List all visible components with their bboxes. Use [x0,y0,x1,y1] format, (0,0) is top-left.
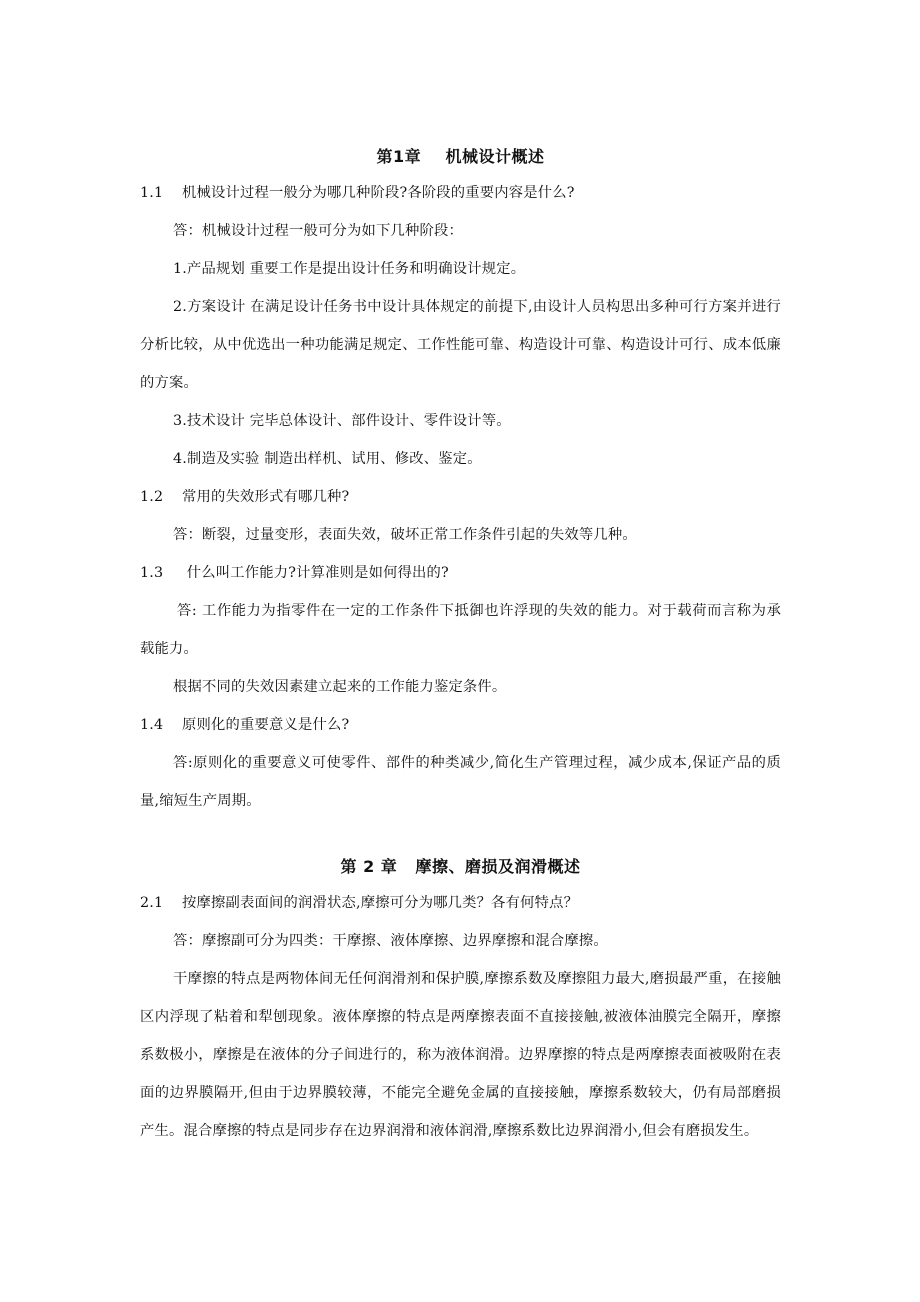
answer-1-3-para-2: 根据不同的失效因素建立起来的工作能力鉴定条件。 [173,679,507,695]
question-text: 常用的失效形式有哪几种? [182,489,350,505]
question-1-2 [140,478,781,516]
question-number: 1.4 [140,717,164,733]
question-number: 1.2 [140,489,164,505]
answer-1-1-item-3: 3.技术设计 完毕总体设计、部件设计、零件设计等。 [173,413,511,429]
chapter-1-title: 第1章 机械设计概述 [376,147,545,166]
answer-1-1-item-2: 2.方案设计 在满足设计任务书中设计具体规定的前提下,由设计人员构思出多种可行方案并进行分析比较，从中优选出一种功能满足规定、工作性能可靠、构造设计可靠、构造设计可行、成本低廉的方案。 [140,299,781,391]
answer-1-2: 答：断裂，过量变形，表面失效，破坏正常工作条件引起的失效等几种。 [173,527,637,543]
answer-1-3-para-1: 答: 工作能力为指零件在一定的工作条件下抵御也许浮现的失效的能力。对于载荷而言称为承载能力。 [140,603,781,657]
answer-2-1-intro: 答：摩擦副可分为四类：干摩擦、液体摩擦、边界摩擦和混合摩擦。 [173,933,608,949]
answer-1-1-item-1: 1.产品规划 重要工作是提出设计任务和明确设计规定。 [173,261,526,277]
question-1-3 [140,554,781,592]
answer-1-1-intro: 答：机械设计过程一般可分为如下几种阶段： [173,223,463,239]
question-number: 2.1 [140,895,164,911]
question-text: 按摩擦副表面间的润滑状态,摩擦可分为哪几类？各有何特点？ [182,895,579,911]
document-body [140,140,781,1150]
question-text: 什么叫工作能力?计算准则是如何得出的? [182,565,449,581]
question-number: 1.1 [140,185,164,201]
question-text: 机械设计过程一般分为哪几种阶段?各阶段的重要内容是什么? [182,185,575,201]
question-1-4 [140,706,781,744]
chapter-2-title: 第 2 章 摩擦、磨损及润滑概述 [340,857,581,876]
answer-1-1-item-4: 4.制造及实验 制造出样机、试用、修改、鉴定。 [173,451,482,467]
question-text: 原则化的重要意义是什么? [182,717,350,733]
question-number: 1.3 [140,565,164,581]
answer-1-4: 答:原则化的重要意义可使零件、部件的种类减少,简化生产管理过程，减少成本,保证产品的质量,缩短生产周期。 [140,755,781,809]
answer-2-1-details: 干摩擦的特点是两物体间无任何润滑剂和保护膜,摩擦系数及摩擦阻力最大,磨损最严重，在接触区内浮现了粘着和犁刨现象。液体摩擦的特点是两摩擦表面不直接接触,被液体油膜完全隔开，摩擦系数极小，摩擦是在液体的分子间进行的，称为液体润滑。边界摩擦的特点是两摩擦表面被吸附在表面的边界膜隔开,但由于边界膜较薄，不能完全避免金属的直接接触，摩擦系数较大，仍有局部磨损产生。混合摩擦的特点是同步存在边界润滑和液体润滑,摩擦系数比边界润滑小,但会有磨损发生。 [140,971,781,1139]
question-2-1 [140,884,781,922]
question-1-1 [140,174,781,212]
chapter-spacer [140,820,781,850]
